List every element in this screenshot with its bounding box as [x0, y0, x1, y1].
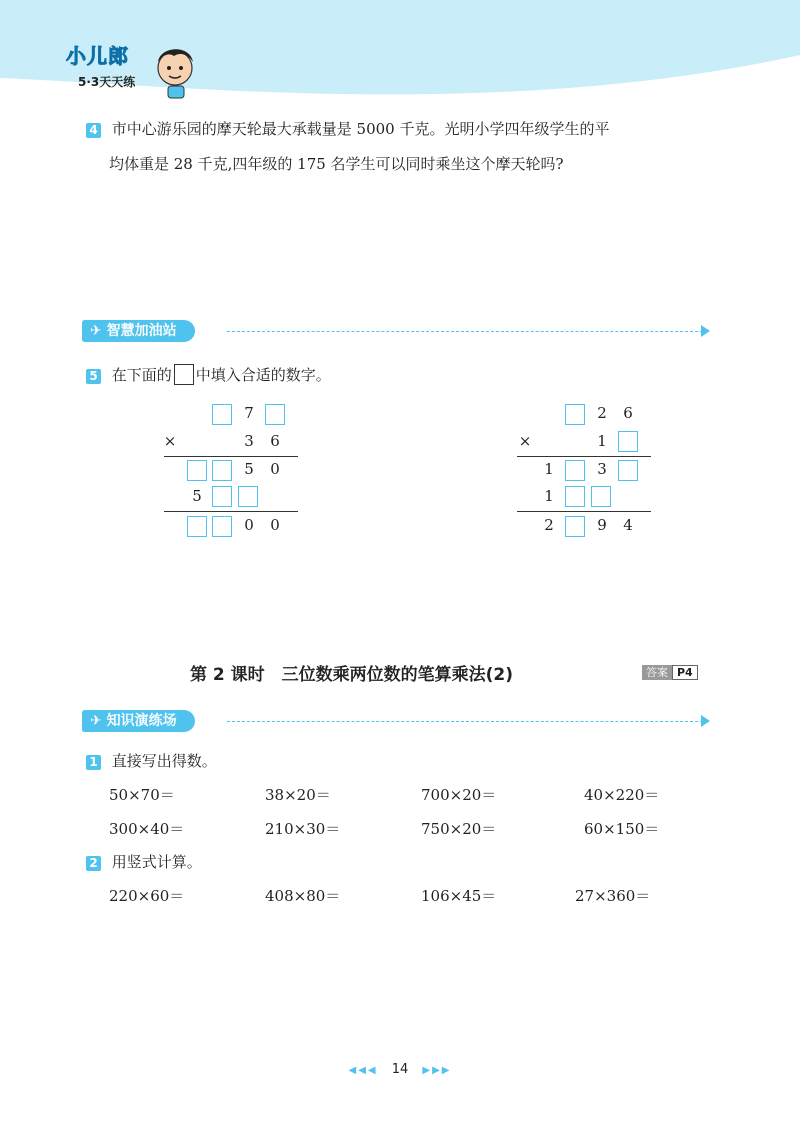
right-triangles-icon: ▶▶▶	[422, 1065, 452, 1076]
logo-subtitle: 5·3天天练	[78, 75, 136, 89]
question-2-text: 用竖式计算。	[111, 853, 202, 871]
blank-box[interactable]	[565, 516, 585, 537]
question-number: 2	[86, 856, 101, 871]
question-5	[86, 358, 331, 392]
dashed-divider	[227, 331, 708, 332]
question-1	[86, 744, 217, 778]
left-triangles-icon: ◀◀◀	[348, 1065, 378, 1076]
times-sign: ×	[518, 432, 532, 450]
times-sign: ×	[163, 432, 177, 450]
blank-box[interactable]	[265, 404, 285, 425]
digit: 3	[244, 432, 254, 450]
vertical-calc-left	[160, 400, 300, 545]
blank-box[interactable]	[565, 460, 585, 481]
calc-item: 40×220＝	[584, 786, 660, 804]
answer-tag[interactable]	[642, 664, 698, 680]
calc-item: 210×30＝	[265, 820, 341, 838]
digit: 1	[597, 432, 607, 450]
digit: 1	[544, 460, 554, 478]
running-man-icon: ✈	[90, 323, 102, 339]
blank-box[interactable]	[212, 460, 232, 481]
digit: 2	[544, 516, 554, 534]
section-label: ✈ 知识演练场	[82, 710, 195, 732]
calc-item: 700×20＝	[421, 786, 497, 804]
blank-box[interactable]	[212, 486, 232, 507]
calc-item: 220×60＝	[109, 887, 185, 905]
blank-box[interactable]	[187, 460, 207, 481]
section-label: ✈ 智慧加油站	[82, 320, 195, 342]
question-2	[86, 845, 202, 879]
blank-box[interactable]	[618, 431, 638, 452]
digit: 0	[270, 516, 280, 534]
digit: 0	[244, 516, 254, 534]
calc-line	[517, 456, 651, 457]
blank-box[interactable]	[238, 486, 258, 507]
question-4-line2: 均体重是 28 千克,四年级的 175 名学生可以同时乘坐这个摩天轮吗?	[109, 155, 564, 173]
calc-item: 408×80＝	[265, 887, 341, 905]
question-number: 5	[86, 369, 101, 384]
boy-mascot-icon	[150, 40, 200, 100]
digit: 6	[270, 432, 280, 450]
blank-box[interactable]	[565, 404, 585, 425]
calc-line	[164, 456, 298, 457]
blank-box[interactable]	[565, 486, 585, 507]
blank-box[interactable]	[618, 460, 638, 481]
lesson-title: 第 2 课时 三位数乘两位数的笔算乘法(2)	[190, 665, 514, 685]
blank-box-sample	[174, 364, 194, 385]
calc-item: 300×40＝	[109, 820, 185, 838]
digit: 4	[623, 516, 633, 534]
digit: 2	[597, 404, 607, 422]
blank-box[interactable]	[212, 404, 232, 425]
digit: 3	[597, 460, 607, 478]
digit: 5	[244, 460, 254, 478]
calc-line	[517, 511, 651, 512]
calc-item: 106×45＝	[421, 887, 497, 905]
digit: 9	[597, 516, 607, 534]
blank-box[interactable]	[591, 486, 611, 507]
dashed-divider	[227, 721, 708, 722]
calc-line	[164, 511, 298, 512]
question-5-text-b: 中填入合适的数字。	[195, 366, 331, 384]
digit: 0	[270, 460, 280, 478]
arrow-right-icon	[701, 325, 710, 337]
question-4-line1: 市中心游乐园的摩天轮最大承载量是 5000 千克。光明小学四年级学生的平	[111, 120, 610, 138]
digit: 7	[244, 404, 254, 422]
page-number: ◀◀◀ 14 ▶▶▶	[348, 1062, 452, 1077]
calc-item: 750×20＝	[421, 820, 497, 838]
logo-title: 小儿郎	[66, 44, 129, 68]
question-number: 1	[86, 755, 101, 770]
question-4	[86, 112, 726, 146]
section-bar-zhishi	[82, 710, 708, 734]
digit: 1	[544, 487, 554, 505]
digit: 5	[192, 487, 202, 505]
answer-page: P4	[672, 665, 698, 680]
calc-item: 27×360＝	[575, 887, 651, 905]
section-bar-zhihui	[82, 320, 708, 344]
running-man-icon: ✈	[90, 713, 102, 729]
blank-box[interactable]	[187, 516, 207, 537]
arrow-right-icon	[701, 715, 710, 727]
blank-box[interactable]	[212, 516, 232, 537]
calc-item: 50×70＝	[109, 786, 175, 804]
question-5-text-a: 在下面的	[111, 366, 172, 384]
vertical-calc-right	[515, 400, 655, 545]
question-number: 4	[86, 123, 101, 138]
question-1-text: 直接写出得数。	[111, 752, 217, 770]
calc-item: 60×150＝	[584, 820, 660, 838]
calc-item: 38×20＝	[265, 786, 331, 804]
answer-label: 答案	[642, 665, 672, 680]
digit: 6	[623, 404, 633, 422]
